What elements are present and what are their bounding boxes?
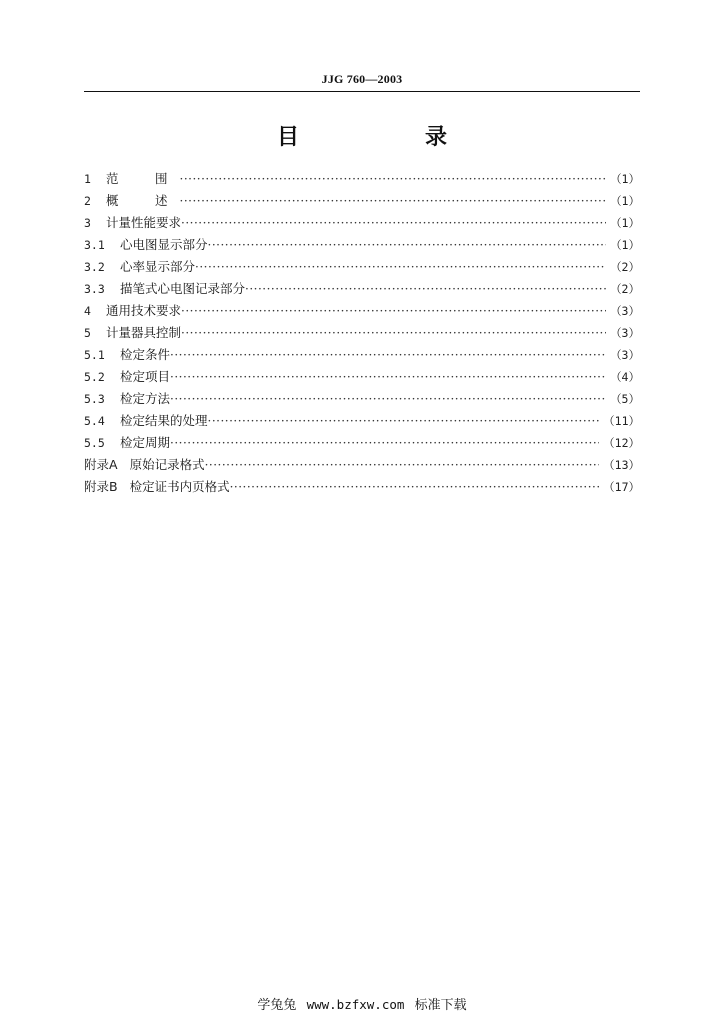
toc-title: 目 录 [276, 125, 499, 150]
toc-entry[interactable] [84, 366, 640, 388]
toc-leader-dots [205, 454, 600, 476]
toc-entry-number: 4 [84, 304, 91, 318]
toc-entry-page: （13） [603, 458, 640, 472]
toc-entry-number: 3.1 [84, 238, 105, 252]
toc-entry-number: 3.3 [84, 282, 105, 296]
toc-entry-number: 3 [84, 216, 91, 230]
toc-leader-dots [170, 344, 606, 366]
toc-entry[interactable] [84, 476, 640, 498]
toc-entry-label: 原始记录格式 [129, 457, 205, 472]
toc-entry[interactable] [84, 300, 640, 322]
toc-leader-dots [180, 190, 607, 212]
toc-leader-dots [181, 300, 606, 322]
toc-leader-dots [170, 388, 606, 410]
toc-entry-label: 检定结果的处理 [120, 413, 208, 428]
toc-entry-number: 5.3 [84, 392, 105, 406]
toc-leader-dots [230, 476, 600, 498]
toc-entry-page: （2） [610, 260, 640, 274]
toc-entry[interactable] [84, 388, 640, 410]
toc-entry-number: 5.4 [84, 414, 105, 428]
toc-entry-label: 心率显示部分 [120, 259, 196, 274]
toc-entry-page: （2） [610, 282, 640, 296]
toc-entry[interactable] [84, 212, 640, 234]
toc-entry-page: （4） [610, 370, 640, 384]
toc-entry-page: （3） [610, 326, 640, 340]
toc-entry-number: 2 [84, 194, 91, 208]
footer-watermark [0, 994, 724, 1013]
toc-entry-page: （3） [610, 304, 640, 318]
toc-entry-page: （17） [603, 480, 640, 494]
toc-entry-page: （11） [603, 414, 640, 428]
toc-entry-page: （3） [610, 348, 640, 362]
toc-entry-label: 描笔式心电图记录部分 [120, 281, 246, 296]
toc-entry-label: 检定证书内页格式 [129, 479, 230, 494]
toc-entry-number: 3.2 [84, 260, 105, 274]
toc-entry-label: 心电图显示部分 [120, 237, 208, 252]
toc-entry-page: （1） [610, 238, 640, 252]
toc-entry-page: （5） [610, 392, 640, 406]
toc-entry-number: 5 [84, 326, 91, 340]
toc-entry-label: 通用技术要求 [106, 303, 182, 318]
toc-entry-label: 检定周期 [120, 435, 171, 450]
toc-leader-dots [208, 234, 607, 256]
toc-entry-page: （1） [610, 216, 640, 230]
toc-entry-number: 附录B [84, 479, 118, 494]
toc-entry[interactable] [84, 234, 640, 256]
toc-entry-page: （1） [610, 172, 640, 186]
toc-entry-number: 5.5 [84, 436, 105, 450]
toc-entry-label: 检定项目 [120, 369, 171, 384]
toc-entry-number: 5.1 [84, 348, 105, 362]
toc-leader-dots [180, 168, 607, 190]
table-of-contents [84, 168, 640, 498]
toc-entry-number: 5.2 [84, 370, 105, 384]
footer-tagline: 标准下载 [414, 998, 467, 1013]
toc-leader-dots [245, 278, 606, 300]
toc-leader-dots [181, 322, 606, 344]
toc-entry[interactable] [84, 432, 640, 454]
toc-entry-label: 范 围 [106, 171, 180, 186]
footer-site-name: 学兔兔 [257, 998, 297, 1013]
toc-entry-label: 检定方法 [120, 391, 171, 406]
toc-entry-label: 计量器具控制 [106, 325, 182, 340]
toc-entry[interactable] [84, 256, 640, 278]
toc-leader-dots [170, 432, 599, 454]
document-code: JJG 760—2003 [321, 72, 403, 86]
toc-entry[interactable] [84, 190, 640, 212]
toc-leader-dots [208, 410, 600, 432]
toc-entry-label: 检定条件 [120, 347, 171, 362]
toc-entry-page: （12） [603, 436, 640, 450]
toc-entry[interactable] [84, 322, 640, 344]
toc-entry[interactable] [84, 410, 640, 432]
toc-entry[interactable] [84, 168, 640, 190]
toc-entry[interactable] [84, 344, 640, 366]
toc-leader-dots [195, 256, 606, 278]
footer-url[interactable]: www.bzfxw.com [306, 997, 405, 1012]
toc-leader-dots [181, 212, 606, 234]
toc-entry-label: 计量性能要求 [106, 215, 182, 230]
toc-entry-label: 概 述 [106, 193, 180, 208]
header-rule [84, 91, 640, 92]
toc-entry[interactable] [84, 278, 640, 300]
toc-entry[interactable] [84, 454, 640, 476]
toc-entry-number: 附录A [84, 457, 118, 472]
toc-entry-page: （1） [610, 194, 640, 208]
toc-leader-dots [170, 366, 606, 388]
toc-entry-number: 1 [84, 172, 91, 186]
